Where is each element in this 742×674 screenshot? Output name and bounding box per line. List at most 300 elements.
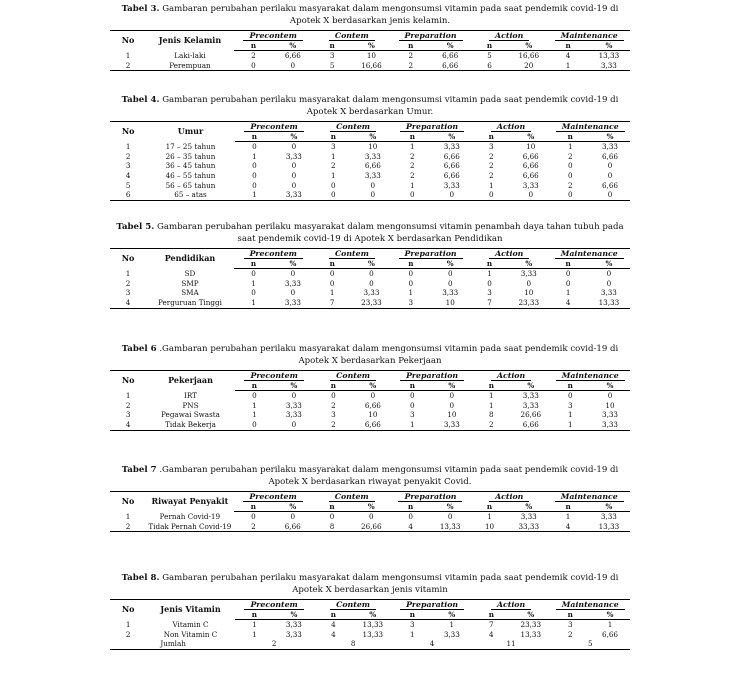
table-cell: 10 — [366, 51, 376, 61]
table-cell: 3,33 — [443, 180, 460, 190]
table-cell: 4 — [331, 629, 336, 639]
stage-header — [393, 600, 472, 610]
table-cell: 0 — [607, 170, 613, 180]
percent-subheader: % — [352, 502, 391, 512]
table-cell: 1 — [331, 170, 336, 180]
percent-subheader: % — [509, 41, 548, 51]
n-subheader: n — [314, 381, 353, 391]
data-table — [110, 599, 630, 650]
table-cell: 46 – 55 tahun — [165, 170, 216, 180]
table-cell: Pernah Covid-19 — [159, 511, 221, 521]
n-subheader: n — [470, 41, 509, 51]
caption-text: .Gambaran perubahan perilaku masyarakat dalam mengonsumsi vitamin pada saat pendemik covid-19 di Apotek X berdasarkan riwayat penyakit Covid. — [159, 465, 619, 487]
table-cell: 3 — [391, 298, 430, 308]
table-cell: 0 — [408, 512, 413, 522]
table-row — [110, 190, 630, 200]
stage-header-label: Maintenance — [555, 249, 624, 259]
n-subheader: n — [391, 502, 430, 512]
table-cell: 6,66 — [442, 51, 459, 61]
table-cell: 3,33 — [285, 629, 302, 639]
stage-header-label: Maintenance — [555, 492, 624, 502]
table-row — [110, 171, 630, 181]
table-cell: 2 — [125, 151, 131, 161]
table-cell: 0 — [252, 161, 257, 171]
stage-header — [551, 600, 630, 610]
stage-header-label: Precontem — [243, 31, 302, 41]
table-cell: 13,33 — [520, 629, 542, 639]
table-cell: 1 — [252, 629, 257, 639]
caption-text: Gambaran perubahan perilaku masyarakat dalam mengonsumsi vitamin pada saat pendemik covid-19 di Apotek X berdasarkan jenis vitamin — [162, 573, 619, 595]
table-cell: 0 — [314, 190, 353, 200]
table-cell: Non Vitamin C — [163, 629, 218, 639]
stage-header-label: Precontem — [244, 600, 303, 610]
table-row — [110, 512, 630, 522]
table-cell: 1 — [331, 151, 336, 161]
table-cell: Vitamin C — [172, 619, 209, 629]
table-cell: 10 — [368, 410, 378, 420]
table-cell: 3,33 — [285, 151, 302, 161]
table-cell: 3,33 — [588, 61, 630, 71]
table-cell: 10 — [605, 400, 615, 410]
percent-subheader: % — [352, 41, 391, 51]
table-cell: 7 — [489, 620, 494, 630]
table-row — [110, 51, 630, 61]
stage-header-label: Maintenance — [556, 122, 625, 132]
stage-header — [235, 371, 314, 381]
table-cell: 0 — [370, 391, 376, 401]
table-cell: 1 — [252, 620, 257, 630]
stage-header — [551, 371, 630, 381]
stage-header-label: Contem — [330, 600, 376, 610]
stage-header — [548, 31, 630, 41]
table-cell: 1 — [408, 288, 414, 298]
table-row — [110, 152, 630, 162]
table-cell: 2 — [410, 151, 415, 161]
stage-header-label: Precontem — [243, 492, 302, 502]
table-cell: 0 — [252, 180, 257, 190]
variable-header: Riwayat Penyakit — [146, 492, 234, 512]
percent-subheader: % — [511, 381, 550, 391]
table-cell: 2 — [331, 400, 336, 410]
percent-subheader: % — [274, 381, 314, 391]
variable-header: Jenis Kelamin — [146, 31, 234, 51]
table-cell: 0 — [370, 180, 376, 190]
table-cell: 1 — [410, 629, 415, 639]
table-caption — [110, 4, 630, 27]
stage-header — [470, 31, 548, 41]
n-subheader: n — [548, 502, 587, 512]
table-cell: 0 — [291, 391, 297, 401]
table-cell: 1 — [252, 410, 257, 420]
table-4-block — [110, 95, 630, 201]
n-subheader: n — [313, 259, 352, 269]
percent-subheader: % — [353, 132, 392, 142]
n-subheader: n — [548, 259, 587, 269]
table-label: Tabel 8. — [121, 573, 160, 583]
table-cell: 2 — [408, 51, 414, 61]
table-cell: 1 — [565, 512, 571, 522]
table-cell: 2 — [110, 61, 146, 71]
table-caption — [110, 573, 630, 596]
table-cell: 2 — [472, 420, 511, 430]
stage-header — [391, 31, 470, 41]
no-header: No — [110, 600, 146, 620]
table-cell: 2 — [125, 278, 131, 288]
table-cell: 7 — [470, 298, 509, 308]
stage-header — [313, 249, 392, 259]
table-cell: 6,66 — [443, 161, 460, 171]
table-cell: Tidak Pernah Covid-19 — [146, 522, 234, 532]
table-cell: 0 — [447, 269, 453, 279]
table-7-block — [110, 465, 630, 532]
table-cell: IRT — [184, 390, 197, 400]
no-header: No — [110, 371, 146, 391]
n-subheader: n — [393, 132, 432, 142]
table-cell: 4 — [391, 522, 430, 532]
table-cell: 2 — [410, 170, 415, 180]
stage-header — [314, 371, 393, 381]
table-cell: 3 — [567, 400, 573, 410]
table-cell: 4 — [125, 170, 131, 180]
table-cell: 0 — [410, 400, 415, 410]
table-cell: 0 — [393, 190, 432, 200]
table-row — [110, 391, 630, 401]
percent-subheader: % — [588, 502, 630, 512]
data-table — [110, 370, 630, 431]
table-cell: 0 — [607, 391, 613, 401]
table-cell: 6,66 — [430, 61, 469, 71]
table-cell: 3 — [488, 142, 494, 152]
stage-header-label: Preparation — [399, 249, 463, 259]
variable-header: Jenis Vitamin — [146, 600, 234, 620]
n-subheader: n — [391, 41, 430, 51]
stage-header — [313, 31, 392, 41]
table-cell: SMA — [181, 288, 199, 298]
n-subheader: n — [391, 259, 430, 269]
percent-subheader: % — [430, 259, 469, 269]
table-cell: 1 — [410, 180, 415, 190]
stage-header — [393, 371, 472, 381]
n-subheader: n — [551, 132, 590, 142]
table-cell: 1 — [567, 410, 573, 420]
table-cell: 0 — [408, 269, 414, 279]
table-cell: 6,66 — [443, 170, 460, 180]
table-cell: 0 — [590, 190, 630, 200]
table-cell: 3 — [329, 51, 335, 61]
variable-header: Pendidikan — [146, 249, 234, 269]
percent-subheader: % — [274, 132, 314, 142]
table-cell: 1 — [329, 288, 335, 298]
table-cell: 7 — [313, 298, 352, 308]
table-cell: 0 — [447, 278, 453, 288]
total-value: 8 — [314, 639, 393, 649]
stage-header-label: Maintenance — [556, 371, 625, 381]
table-cell: 3,33 — [274, 190, 314, 200]
n-subheader: n — [314, 132, 353, 142]
table-cell: 0 — [331, 180, 336, 190]
table-cell: 0 — [449, 400, 455, 410]
variable-header: Umur — [146, 122, 234, 142]
table-cell: 0 — [369, 512, 374, 522]
table-cell: 13,33 — [588, 298, 630, 308]
percent-subheader: % — [511, 132, 550, 142]
table-row — [110, 620, 630, 630]
percent-subheader: % — [590, 381, 630, 391]
table-cell: 0 — [410, 391, 415, 401]
stage-header-label: Action — [491, 371, 531, 381]
table-cell: 0 — [290, 288, 296, 298]
stage-header-label: Preparation — [399, 31, 463, 41]
table-cell: 0 — [432, 190, 472, 200]
table-cell: 1 — [393, 420, 432, 430]
table-cell: 3,33 — [602, 410, 619, 420]
table-cell: 1 — [125, 268, 131, 278]
stage-header-label: Action — [491, 600, 531, 610]
table-cell: 13,33 — [588, 522, 630, 532]
stage-header-label: Action — [491, 122, 531, 132]
table-cell: Perempuan — [146, 61, 234, 71]
table-cell: 3,33 — [442, 288, 459, 298]
table-cell: 1 — [567, 142, 573, 152]
n-subheader: n — [313, 41, 352, 51]
caption-text: Gambaran perubahan perilaku masyarakat dalam mengonsumsi vitamin penambah daya tahan tubuh pada saat pendemik covid-19 di Apotek X berdasarkan Pendidikan — [157, 222, 624, 244]
table-cell: 3,33 — [522, 391, 539, 401]
table-caption — [110, 95, 630, 118]
table-cell: 2 — [314, 420, 353, 430]
table-cell: 6,66 — [602, 629, 619, 639]
stage-header-label: Contem — [330, 122, 376, 132]
stage-header-label: Contem — [330, 371, 376, 381]
data-table — [110, 491, 630, 532]
table-cell: 1 — [252, 400, 257, 410]
table-cell: 2 — [391, 61, 430, 71]
table-cell: 0 — [291, 180, 297, 190]
table-cell: 1 — [252, 151, 257, 161]
percent-subheader: % — [590, 132, 630, 142]
table-cell: 0 — [487, 278, 492, 288]
table-cell: 6,66 — [522, 161, 539, 171]
table-cell: 1 — [487, 512, 492, 522]
table-cell: 0 — [291, 170, 297, 180]
stage-header — [234, 249, 313, 259]
table-cell: 13,33 — [430, 522, 470, 532]
table-caption — [110, 465, 630, 488]
table-cell: 3 — [331, 142, 336, 152]
table-cell: 0 — [606, 278, 612, 288]
table-cell: 3 — [125, 288, 131, 298]
table-row — [110, 142, 630, 152]
table-cell: 4 — [565, 51, 571, 61]
stage-header-label: Preparation — [400, 371, 464, 381]
table-6-block — [110, 344, 630, 431]
stage-header — [235, 600, 314, 610]
table-cell: 36 – 45 tahun — [165, 161, 216, 171]
stage-header — [472, 122, 551, 132]
table-cell: 1 — [125, 50, 131, 60]
table-cell: 3,33 — [432, 420, 472, 430]
table-cell: 3,33 — [285, 400, 302, 410]
stage-header-label: Preparation — [400, 600, 464, 610]
table-cell: 5 — [125, 180, 131, 190]
table-cell: 1 — [234, 298, 273, 308]
table-cell: 0 — [607, 161, 613, 171]
table-cell: Pegawai Swasta — [161, 410, 220, 420]
table-cell: 1 — [551, 420, 590, 430]
n-subheader: n — [234, 259, 273, 269]
table-cell: 6,66 — [364, 400, 381, 410]
table-cell: 2 — [488, 170, 494, 180]
percent-subheader: % — [590, 610, 630, 620]
table-cell: 6,66 — [284, 51, 301, 61]
table-cell: 3,33 — [522, 180, 539, 190]
table-cell: 1 — [449, 620, 455, 630]
percent-subheader: % — [274, 610, 314, 620]
table-cell: 0 — [329, 269, 335, 279]
table-cell: 3 — [487, 288, 492, 298]
data-table — [110, 121, 630, 201]
table-5-block — [110, 222, 630, 309]
table-row — [110, 410, 630, 420]
table-cell: 3,33 — [285, 620, 302, 630]
no-header: No — [110, 122, 146, 142]
table-cell: 2 — [234, 522, 273, 532]
table-row — [110, 298, 630, 308]
n-subheader: n — [551, 381, 590, 391]
table-cell: 6,66 — [601, 151, 618, 161]
table-cell: 1 — [235, 190, 274, 200]
table-row — [110, 420, 630, 430]
table-cell: 0 — [234, 61, 273, 71]
table-cell: 3,33 — [443, 142, 460, 152]
table-cell: 0 — [291, 161, 297, 171]
table-cell: 0 — [329, 278, 335, 288]
percent-subheader: % — [353, 381, 392, 391]
table-cell: 0 — [331, 391, 336, 401]
table-cell: 6,66 — [522, 151, 539, 161]
table-cell: 20 — [509, 61, 548, 71]
stage-header-label: Precontem — [244, 122, 303, 132]
table-cell: 0 — [449, 391, 455, 401]
caption-text: .Gambaran perubahan perilaku masyarakat dalam mengonsumsi vitamin pada saat pendemik covid-19 di Apotek X berdasarkan Pekerjaan — [159, 344, 619, 366]
percent-subheader: % — [273, 259, 312, 269]
percent-subheader: % — [430, 41, 469, 51]
percent-subheader: % — [273, 41, 312, 51]
table-cell: 10 — [430, 298, 469, 308]
table-cell: 3 — [410, 620, 415, 630]
table-8-block — [110, 573, 630, 650]
stage-header — [314, 600, 393, 610]
table-cell: 0 — [369, 269, 374, 279]
table-cell: SD — [184, 268, 196, 278]
total-value: 4 — [393, 639, 472, 649]
table-cell: 2 — [251, 51, 256, 61]
table-cell: 2 — [110, 522, 146, 532]
table-cell: 0 — [526, 278, 532, 288]
data-table — [110, 248, 630, 309]
stage-header — [234, 31, 313, 41]
table-cell: 10 — [470, 522, 509, 532]
table-cell: 3,33 — [443, 629, 460, 639]
table-label: Tabel 4. — [121, 95, 160, 105]
stage-header-label: Maintenance — [556, 600, 625, 610]
variable-header: Pekerjaan — [146, 371, 234, 391]
stage-header-label: Contem — [329, 249, 375, 259]
stage-header — [470, 492, 548, 502]
table-cell: 0 — [251, 288, 256, 298]
table-cell: 13,33 — [598, 51, 620, 61]
stage-header — [235, 122, 314, 132]
table-cell: 33,33 — [509, 522, 548, 532]
percent-subheader: % — [588, 41, 630, 51]
table-cell: 1 — [487, 269, 492, 279]
table-cell: 17 – 25 tahun — [165, 141, 216, 151]
table-cell: SMP — [181, 278, 199, 288]
table-cell: 6,66 — [443, 151, 460, 161]
stage-header — [393, 122, 472, 132]
table-cell: 0 — [273, 61, 312, 71]
total-value: 5 — [551, 639, 630, 649]
table-cell: 1 — [489, 391, 494, 401]
table-cell: 0 — [606, 269, 612, 279]
table-cell: 3,33 — [364, 151, 381, 161]
table-cell: 1 — [125, 511, 131, 521]
table-row — [110, 181, 630, 191]
n-subheader: n — [393, 610, 432, 620]
table-cell: Laki-laki — [174, 50, 206, 60]
n-subheader: n — [312, 502, 351, 512]
table-cell: 3 — [125, 410, 131, 420]
percent-subheader: % — [432, 610, 472, 620]
n-subheader: n — [551, 610, 590, 620]
table-label: Tabel 6 — [121, 344, 157, 354]
table-cell: 26,66 — [520, 410, 542, 420]
stage-header-label: Contem — [329, 492, 375, 502]
table-row — [110, 269, 630, 279]
stage-header-label: Preparation — [398, 492, 462, 502]
table-cell: 3,33 — [600, 288, 617, 298]
table-cell: 3,33 — [285, 410, 302, 420]
table-cell: 0 — [252, 391, 257, 401]
table-cell: 4 — [548, 522, 587, 532]
table-cell: 1 — [410, 142, 415, 152]
table-label: Tabel 3. — [121, 4, 160, 14]
table-cell: 1 — [489, 400, 494, 410]
table-cell: 0 — [353, 190, 392, 200]
total-value: 11 — [472, 639, 551, 649]
stage-header-label: Action — [489, 31, 529, 41]
table-cell: 2 — [125, 629, 131, 639]
stage-header — [312, 492, 391, 502]
table-row — [110, 161, 630, 171]
table-caption — [110, 344, 630, 367]
table-cell: 3,33 — [600, 512, 617, 522]
table-cell: 0 — [472, 190, 511, 200]
table-cell: 10 — [447, 410, 457, 420]
stage-header — [551, 122, 631, 132]
stage-header — [548, 249, 630, 259]
stage-header — [472, 600, 551, 610]
table-cell: 13,33 — [362, 629, 384, 639]
table-cell: 10 — [526, 142, 536, 152]
total-value: 2 — [235, 639, 314, 649]
stage-header-label: Precontem — [244, 249, 303, 259]
table-cell: 0 — [329, 512, 335, 522]
table-cell: 4 — [110, 298, 146, 308]
table-cell: PNS — [182, 400, 199, 410]
n-subheader: n — [470, 502, 509, 512]
table-label: Tabel 7 — [121, 465, 157, 475]
stage-header — [314, 122, 393, 132]
